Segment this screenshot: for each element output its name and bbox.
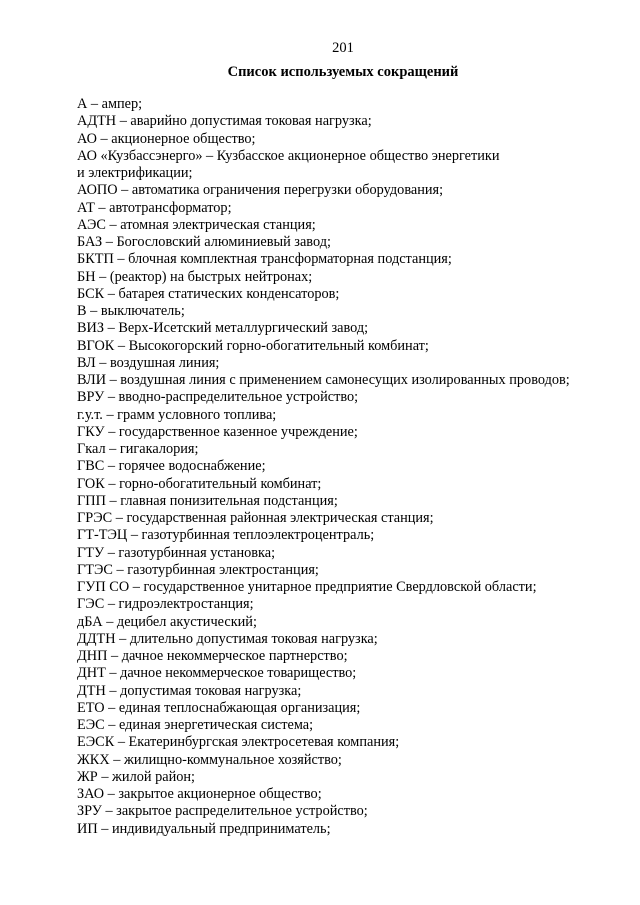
abbreviation-entry: ГЭС – гидроэлектростанция; — [77, 596, 254, 613]
abbreviation-entry: ЗРУ – закрытое распределительное устройство; — [77, 803, 368, 820]
abbreviation-entry: ИП – индивидуальный предприниматель; — [77, 820, 331, 837]
abbreviation-entry: ДНП – дачное некоммерческое партнерство; — [77, 648, 348, 664]
abbreviation-entry: ГКУ – государственное казенное учреждение; — [77, 423, 358, 440]
abbreviation-entry: Гкал – гигакалория; — [77, 441, 199, 457]
abbreviation-entry: ВИЗ – Верх-Исетский металлургический завод; — [77, 320, 369, 337]
abbreviation-entry: АО – акционерное общество; — [77, 130, 256, 147]
abbreviation-entry: БКТП – блочная комплектная трансформаторная подстанция; — [77, 251, 452, 268]
abbreviation-entry: ДТН – допустимая токовая нагрузка; — [77, 682, 302, 699]
abbreviation-entry: АТ – автотрансформатор; — [77, 199, 232, 216]
page-number: 201 — [332, 40, 354, 56]
abbreviation-entry: дБА – децибел акустический; — [77, 613, 257, 630]
abbreviation-entry: БАЗ – Богословский алюминиевый завод; — [77, 234, 331, 250]
abbreviation-entry: ЕТО – единая теплоснабжающая организация; — [77, 699, 361, 716]
abbreviation-entry: БСК – батарея статических конденсаторов; — [77, 285, 340, 302]
abbreviation-entry-continuation: и электрификации; — [77, 165, 193, 181]
abbreviation-entry: ДНТ – дачное некоммерческое товарищество; — [77, 665, 357, 682]
abbreviation-entry: В – выключатель; — [77, 303, 185, 319]
abbreviation-entry: АОПО – автоматика ограничения перегрузки оборудования; — [77, 182, 444, 199]
abbreviation-entry: ГВС – горячее водоснабжение; — [77, 458, 266, 475]
abbreviation-entry: ВГОК – Высокогорский горно-обогатительный комбинат; — [77, 337, 429, 354]
abbreviation-entry: АДТН – аварийно допустимая токовая нагрузка; — [77, 113, 372, 130]
abbreviation-entry: г.у.т. – грамм условного топлива; — [77, 406, 277, 423]
abbreviation-entry: ГРЭС – государственная районная электрическая станция; — [77, 510, 434, 526]
abbreviation-entry: ВЛИ – воздушная линия с применением самонесущих изолированных проводов; — [77, 372, 570, 388]
abbreviation-entry: ЕЭС – единая энергетическая система; — [77, 717, 314, 733]
abbreviation-entry: БН – (реактор) на быстрых нейтронах; — [77, 268, 313, 285]
abbreviation-entry: АО «Кузбассэнерго» – Кузбасское акционерное общество энергетики — [77, 147, 500, 164]
abbreviation-entry: ЖКХ – жилищно-коммунальное хозяйство; — [77, 751, 342, 768]
abbreviation-list — [77, 96, 637, 838]
abbreviation-entry: ГТ-ТЭЦ – газотурбинная теплоэлектроцентраль; — [77, 527, 375, 544]
abbreviation-entry: ГПП – главная понизительная подстанция; — [77, 492, 338, 509]
abbreviation-entry: ГТУ – газотурбинная установка; — [77, 544, 276, 561]
abbreviation-entry: ЕЭСК – Екатеринбургская электросетевая компания; — [77, 734, 400, 751]
page-title: Список используемых сокращений — [227, 64, 459, 80]
abbreviation-entry: ГТЭС – газотурбинная электростанция; — [77, 561, 319, 578]
abbreviation-entry: ЗАО – закрытое акционерное общество; — [77, 786, 322, 802]
abbreviation-entry: АЭС – атомная электрическая станция; — [77, 216, 316, 233]
abbreviation-entry: ДДТН – длительно допустимая токовая нагрузка; — [77, 630, 378, 647]
abbreviation-entry: ГУП СО – государственное унитарное предприятие Свердловской области; — [77, 579, 537, 595]
abbreviation-entry: ВРУ – вводно-распределительное устройство; — [77, 389, 359, 406]
abbreviation-entry: ЖР – жилой район; — [77, 768, 196, 785]
abbreviation-entry: ГОК – горно-обогатительный комбинат; — [77, 475, 322, 492]
abbreviation-entry: ВЛ – воздушная линия; — [77, 354, 220, 371]
abbreviation-entry: А – ампер; — [77, 96, 143, 112]
